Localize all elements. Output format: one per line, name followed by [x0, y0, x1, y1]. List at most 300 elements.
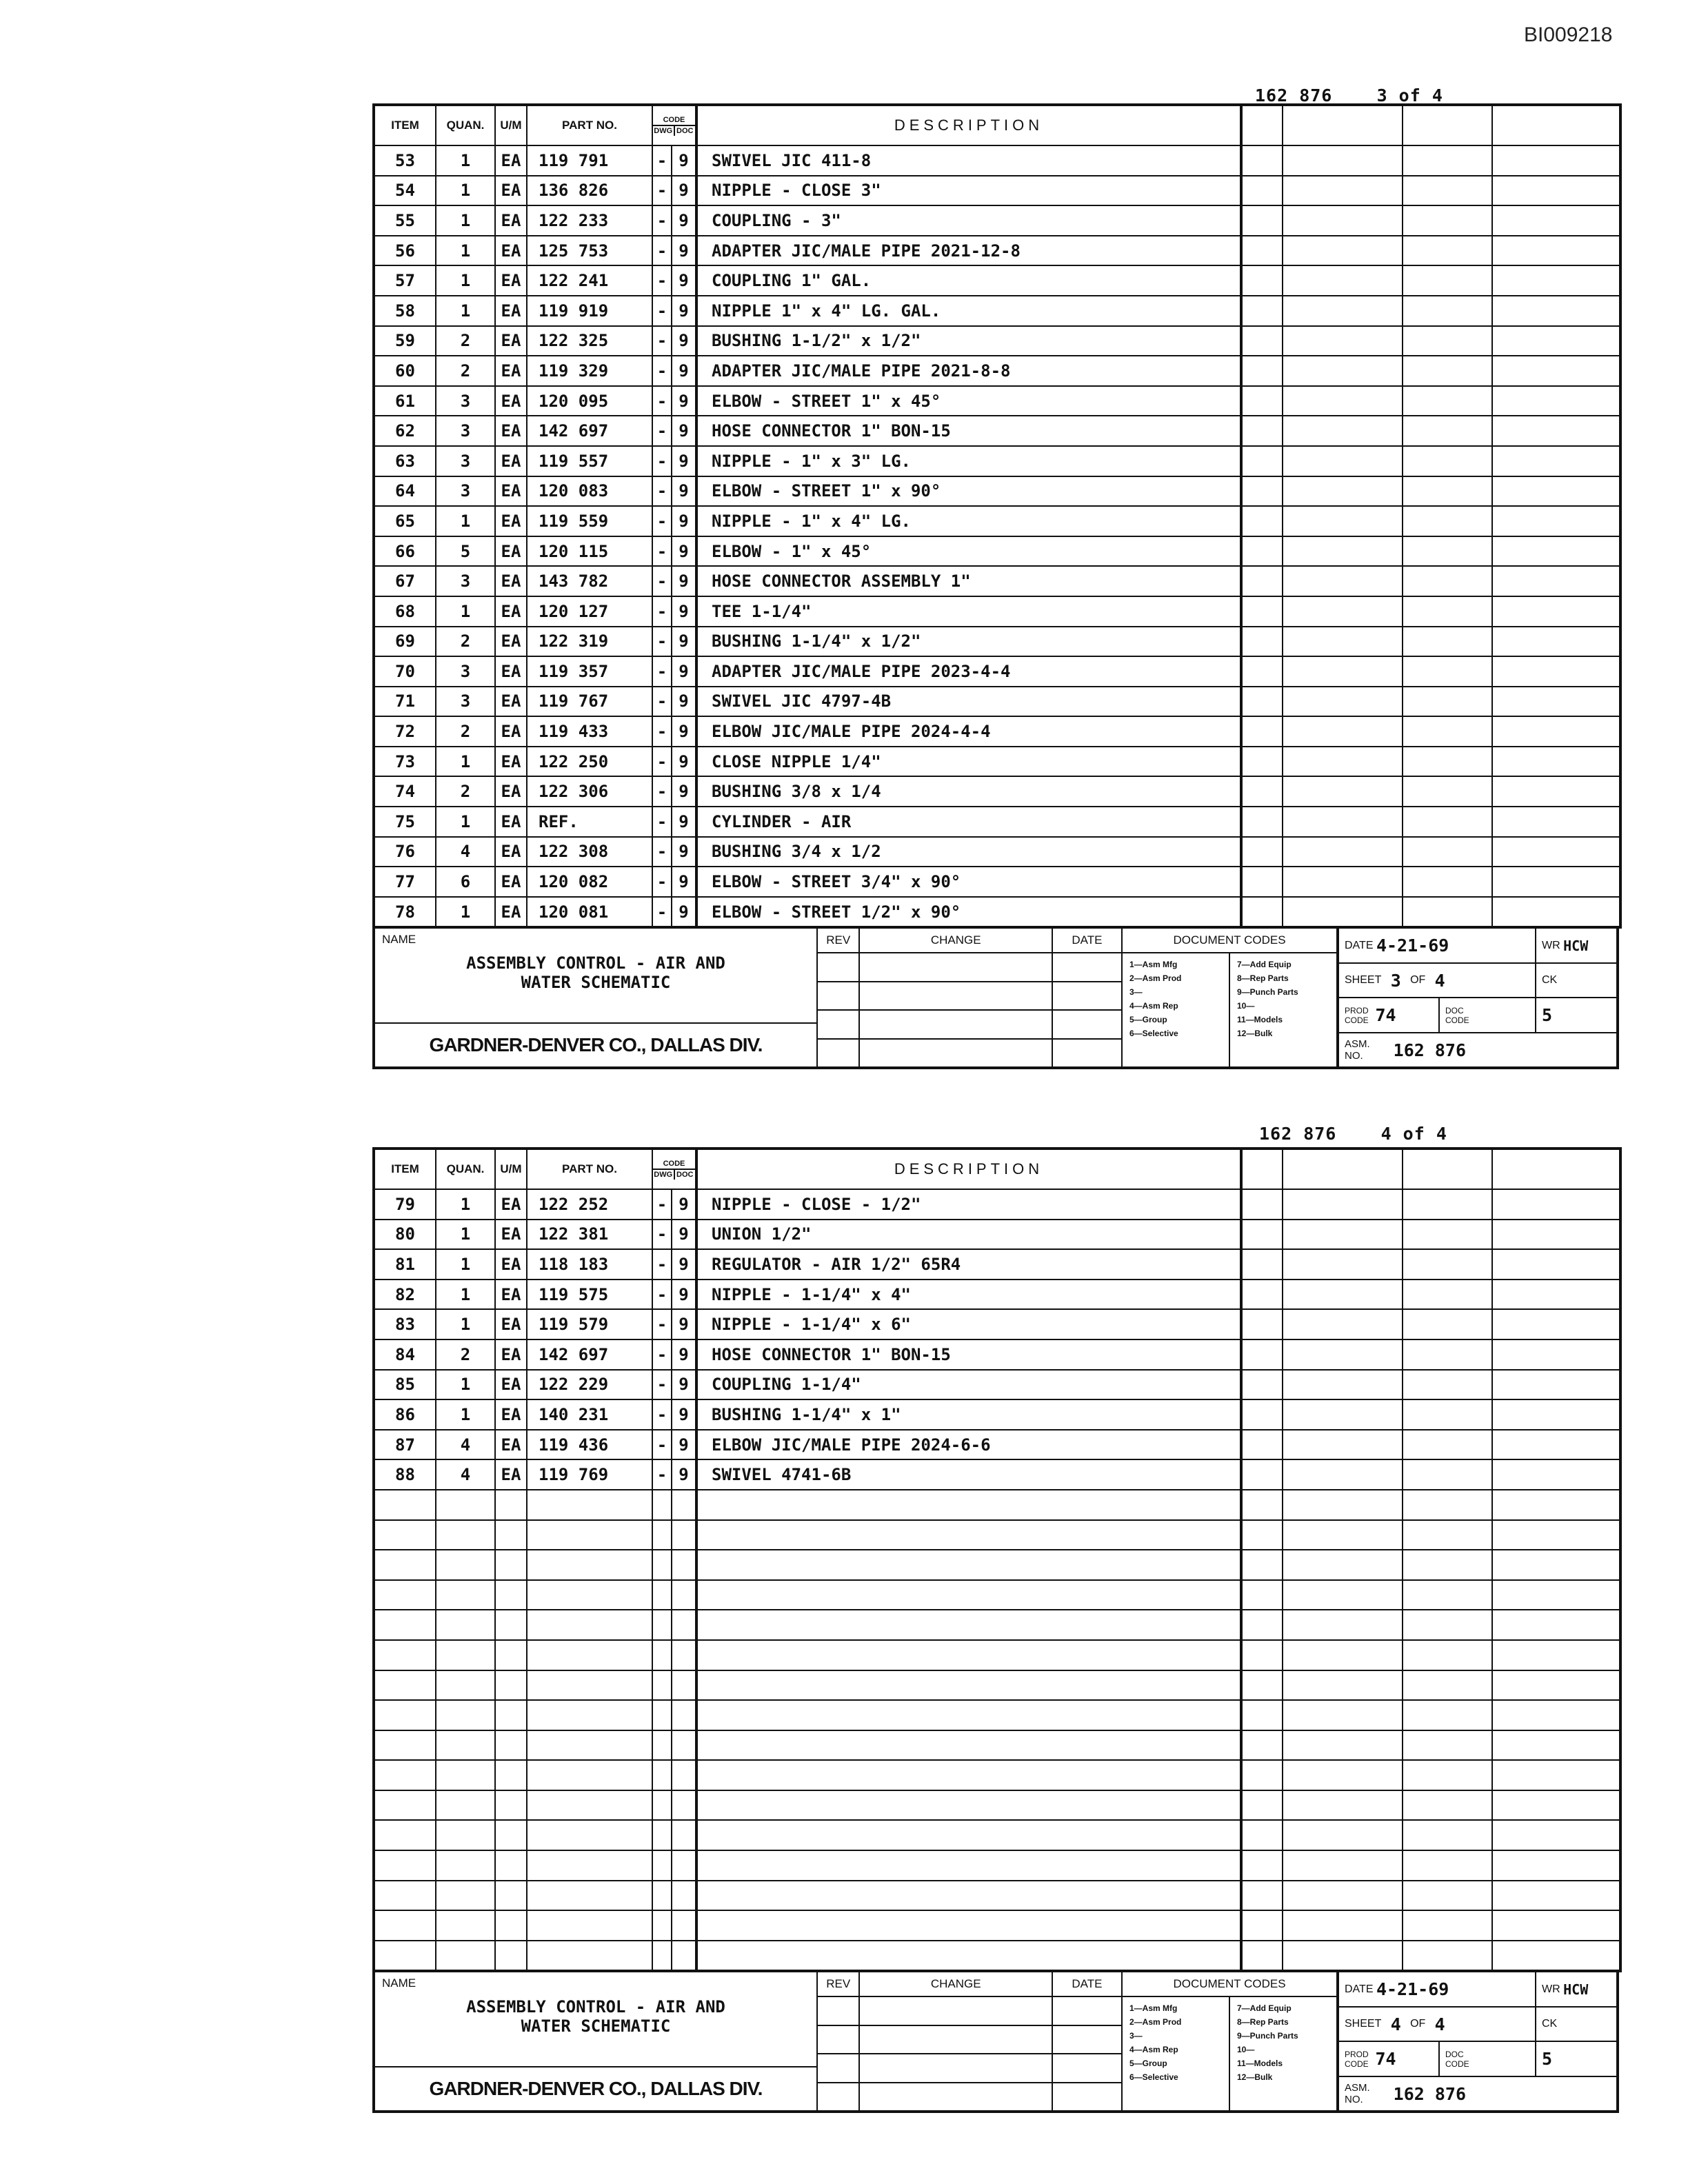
- description: COUPLING - 3": [696, 205, 1241, 236]
- description: NIPPLE - CLOSE - 1/2": [696, 1189, 1241, 1220]
- document-code: 4—Asm Rep: [1129, 2045, 1178, 2055]
- item-number: [374, 1760, 436, 1790]
- blank-cell: [1492, 476, 1620, 507]
- doc-code: [672, 1941, 696, 1972]
- quantity: [436, 1550, 495, 1580]
- quantity: 1: [436, 1370, 495, 1400]
- unit-of-measure: EA: [495, 1249, 527, 1280]
- part-number: 122 325: [527, 326, 652, 356]
- empty-row: [374, 1700, 1620, 1730]
- unit-of-measure: EA: [495, 356, 527, 386]
- blank-cell: [1241, 1189, 1283, 1220]
- dwg-code: [652, 1820, 672, 1850]
- part-number: [527, 1820, 652, 1850]
- table-row: [374, 476, 1620, 507]
- dwg-code: [652, 1941, 672, 1972]
- blank-cell: [1403, 536, 1492, 567]
- doc-code: 9: [672, 176, 696, 206]
- table-row: [374, 566, 1620, 596]
- dwg-code: -: [652, 506, 672, 536]
- blank-cell: [1492, 897, 1620, 928]
- unit-of-measure: EA: [495, 265, 527, 296]
- dwg-code: [652, 1760, 672, 1790]
- dwg-code: -: [652, 1370, 672, 1400]
- dwg-code: [652, 1550, 672, 1580]
- blank-cell: [1492, 1820, 1620, 1850]
- part-number: 119 357: [527, 656, 652, 687]
- table-row: [374, 326, 1620, 356]
- description: NIPPLE - CLOSE 3": [696, 176, 1241, 206]
- unit-of-measure: [495, 1881, 527, 1911]
- blank-cell: [1492, 446, 1620, 476]
- part-number: [527, 1580, 652, 1610]
- blank-cell: [1241, 1790, 1283, 1821]
- description: CYLINDER - AIR: [696, 807, 1241, 837]
- blank-cell: [1241, 1881, 1283, 1911]
- blank-cell: [1403, 656, 1492, 687]
- part-number: [527, 1910, 652, 1941]
- description: SWIVEL JIC 4797-4B: [696, 687, 1241, 717]
- item-number: 70: [374, 656, 436, 687]
- quantity: 2: [436, 776, 495, 807]
- doc-code: [672, 1881, 696, 1911]
- item-number: [374, 1700, 436, 1730]
- name-label: NAME: [382, 1976, 416, 1990]
- part-number: 122 250: [527, 747, 652, 777]
- quantity: 1: [436, 1280, 495, 1310]
- empty-row: [374, 1640, 1620, 1670]
- unit-of-measure: EA: [495, 236, 527, 266]
- blank-cell: [1241, 1640, 1283, 1670]
- table-row: [374, 205, 1620, 236]
- blank-cell: [1492, 1339, 1620, 1370]
- quantity: [436, 1610, 495, 1640]
- blank-cell: [1403, 296, 1492, 326]
- item-number: [374, 1640, 436, 1670]
- table-row: [374, 627, 1620, 657]
- unit-of-measure: [495, 1700, 527, 1730]
- blank-cell: [1283, 386, 1403, 416]
- dwg-code: -: [652, 536, 672, 567]
- table-row: [374, 837, 1620, 867]
- unit-of-measure: [495, 1820, 527, 1850]
- quantity: [436, 1580, 495, 1610]
- dwg-code: -: [652, 1459, 672, 1490]
- blank-cell: [1403, 1430, 1492, 1460]
- item-number: 60: [374, 356, 436, 386]
- sheet-info: DATE 4-21-69 WR HCW SHEET 3 OF 4 CK PROD CODE 74 DOC CODE 5 ASM. NO. 162 876: [1339, 929, 1616, 1066]
- unit-of-measure: EA: [495, 566, 527, 596]
- item-number: [374, 1790, 436, 1821]
- dwg-code: [652, 1490, 672, 1520]
- item-number: 58: [374, 296, 436, 326]
- unit-of-measure: [495, 1790, 527, 1821]
- blank-cell: [1241, 205, 1283, 236]
- doc-code: [672, 1490, 696, 1520]
- doc-code: 9: [672, 386, 696, 416]
- blank-cell: [1241, 1220, 1283, 1250]
- col-item: ITEM: [374, 105, 436, 145]
- unit-of-measure: EA: [495, 476, 527, 507]
- blank-cell: [1241, 416, 1283, 446]
- item-number: 74: [374, 776, 436, 807]
- blank-cell: [1403, 145, 1492, 176]
- table-row: [374, 747, 1620, 777]
- description: [696, 1881, 1241, 1911]
- part-number: 119 557: [527, 446, 652, 476]
- part-number: [527, 1730, 652, 1761]
- unit-of-measure: [495, 1520, 527, 1550]
- parts-sheet-3: [372, 103, 1619, 1069]
- dwg-code: -: [652, 1249, 672, 1280]
- blank-cell: [1403, 1730, 1492, 1761]
- blank-cell: [1403, 326, 1492, 356]
- blank-cell: [1283, 627, 1403, 657]
- table-row: [374, 296, 1620, 326]
- blank-cell: [1492, 1700, 1620, 1730]
- blank-cell: [1492, 1850, 1620, 1881]
- blank-cell: [1403, 1550, 1492, 1580]
- part-number: 119 329: [527, 356, 652, 386]
- col-description: DESCRIPTION: [696, 1149, 1241, 1189]
- table-row: [374, 356, 1620, 386]
- item-number: 64: [374, 476, 436, 507]
- dwg-code: -: [652, 776, 672, 807]
- doc-code: 9: [672, 1189, 696, 1220]
- blank-cell: [1403, 747, 1492, 777]
- blank-cell: [1241, 596, 1283, 627]
- unit-of-measure: [495, 1850, 527, 1881]
- table-row: [374, 446, 1620, 476]
- quantity: [436, 1520, 495, 1550]
- blank-cell: [1241, 1280, 1283, 1310]
- part-number: 122 308: [527, 837, 652, 867]
- item-number: [374, 1520, 436, 1550]
- blank-cell: [1283, 1910, 1403, 1941]
- table-row: [374, 386, 1620, 416]
- blank-cell: [1492, 1670, 1620, 1701]
- blank-cell: [1241, 1670, 1283, 1701]
- document-code: 8—Rep Parts: [1237, 2017, 1289, 2028]
- blank-cell: [1283, 1580, 1403, 1610]
- unit-of-measure: EA: [495, 1189, 527, 1220]
- blank-cell: [1283, 1790, 1403, 1821]
- dwg-code: -: [652, 296, 672, 326]
- blank-cell: [1403, 897, 1492, 928]
- item-number: [374, 1580, 436, 1610]
- unit-of-measure: EA: [495, 145, 527, 176]
- unit-of-measure: [495, 1670, 527, 1701]
- blank-cell: [1283, 1850, 1403, 1881]
- company-name: GARDNER-DENVER CO., DALLAS DIV.: [375, 1022, 816, 1066]
- blank-cell: [1283, 1700, 1403, 1730]
- unit-of-measure: [495, 1580, 527, 1610]
- blank-cell: [1283, 1941, 1403, 1972]
- col-description: DESCRIPTION: [696, 105, 1241, 145]
- quantity: [436, 1790, 495, 1821]
- table-row: [374, 536, 1620, 567]
- document-code: 3—: [1129, 2031, 1143, 2041]
- empty-row: [374, 1730, 1620, 1761]
- dwg-code: -: [652, 627, 672, 657]
- blank-cell: [1241, 1550, 1283, 1580]
- unit-of-measure: EA: [495, 716, 527, 747]
- blank-cell: [1403, 446, 1492, 476]
- dwg-code: [652, 1730, 672, 1761]
- quantity: 4: [436, 1430, 495, 1460]
- part-number: 119 767: [527, 687, 652, 717]
- doc-code: 9: [672, 265, 696, 296]
- quantity: [436, 1670, 495, 1701]
- blank-cell: [1283, 1490, 1403, 1520]
- description: [696, 1670, 1241, 1701]
- description: BUSHING 1-1/4" x 1/2": [696, 627, 1241, 657]
- blank-cell: [1241, 1520, 1283, 1550]
- quantity: 6: [436, 867, 495, 897]
- blank-cell: [1403, 1399, 1492, 1430]
- doc-code: [672, 1760, 696, 1790]
- dwg-code: -: [652, 1399, 672, 1430]
- blank-cell: [1241, 506, 1283, 536]
- document-code: 7—Add Equip: [1237, 960, 1292, 970]
- blank-cell: [1283, 1309, 1403, 1339]
- blank-cell: [1403, 1249, 1492, 1280]
- doc-code: 9: [672, 205, 696, 236]
- blank-cell: [1283, 1640, 1403, 1670]
- title-block: [372, 1972, 1619, 2113]
- blank-cell: [1403, 476, 1492, 507]
- blank-cell: [1492, 236, 1620, 266]
- blank-cell: [1492, 1941, 1620, 1972]
- table-row: [374, 176, 1620, 206]
- item-number: [374, 1730, 436, 1761]
- document-code: 11—Models: [1237, 2059, 1283, 2069]
- table-row: [374, 1249, 1620, 1280]
- part-number: [527, 1640, 652, 1670]
- blank-cell: [1403, 867, 1492, 897]
- quantity: 1: [436, 596, 495, 627]
- quantity: 1: [436, 1309, 495, 1339]
- quantity: 1: [436, 1399, 495, 1430]
- blank-cell: [1241, 1700, 1283, 1730]
- dwg-code: -: [652, 476, 672, 507]
- description: [696, 1850, 1241, 1881]
- document-id: BI009218: [1524, 23, 1613, 46]
- description: ELBOW - STREET 3/4" x 90°: [696, 867, 1241, 897]
- blank-cell: [1492, 1610, 1620, 1640]
- blank-cell: [1492, 837, 1620, 867]
- blank-cell: [1403, 1309, 1492, 1339]
- doc-code: 9: [672, 506, 696, 536]
- part-number: 140 231: [527, 1399, 652, 1430]
- blank-cell: [1241, 1309, 1283, 1339]
- item-number: 81: [374, 1249, 436, 1280]
- document-code: 6—Selective: [1129, 2072, 1178, 2083]
- blank-cell: [1283, 145, 1403, 176]
- blank-cell: [1492, 1399, 1620, 1430]
- empty-row: [374, 1550, 1620, 1580]
- blank-cell: [1403, 1610, 1492, 1640]
- dwg-code: [652, 1640, 672, 1670]
- blank-cell: [1241, 265, 1283, 296]
- revision-block: REV CHANGE DATE: [818, 929, 1123, 1066]
- assembly-title: ASSEMBLY CONTROL - AIR AND WATER SCHEMATIC: [466, 953, 725, 993]
- empty-row: [374, 1820, 1620, 1850]
- item-number: 53: [374, 145, 436, 176]
- doc-code: 9: [672, 536, 696, 567]
- item-number: 65: [374, 506, 436, 536]
- blank-cell: [1283, 265, 1403, 296]
- blank-cell: [1283, 1610, 1403, 1640]
- table-row: [374, 776, 1620, 807]
- item-number: 76: [374, 837, 436, 867]
- document-code: 1—Asm Mfg: [1129, 2003, 1178, 2014]
- part-number: 122 306: [527, 776, 652, 807]
- blank-cell: [1492, 1580, 1620, 1610]
- quantity: 1: [436, 296, 495, 326]
- quantity: 1: [436, 236, 495, 266]
- doc-code: 9: [672, 446, 696, 476]
- table-row: [374, 1220, 1620, 1250]
- dwg-code: -: [652, 687, 672, 717]
- blank-cell: [1492, 265, 1620, 296]
- blank-cell: [1492, 326, 1620, 356]
- item-number: [374, 1550, 436, 1580]
- doc-code: 9: [672, 1430, 696, 1460]
- quantity: 1: [436, 1220, 495, 1250]
- dwg-code: -: [652, 265, 672, 296]
- item-number: 55: [374, 205, 436, 236]
- description: ELBOW - STREET 1" x 45°: [696, 386, 1241, 416]
- doc-code: 9: [672, 1399, 696, 1430]
- blank-cell: [1492, 416, 1620, 446]
- dwg-code: -: [652, 716, 672, 747]
- blank-cell: [1403, 1220, 1492, 1250]
- dwg-code: -: [652, 145, 672, 176]
- quantity: [436, 1700, 495, 1730]
- unit-of-measure: EA: [495, 776, 527, 807]
- description: SWIVEL 4741-6B: [696, 1459, 1241, 1490]
- item-number: 82: [374, 1280, 436, 1310]
- header-row: [374, 1149, 1620, 1189]
- blank-cell: [1283, 326, 1403, 356]
- blank-cell: [1403, 596, 1492, 627]
- doc-code: [672, 1910, 696, 1941]
- description: BUSHING 1-1/4" x 1": [696, 1399, 1241, 1430]
- blank-cell: [1283, 1760, 1403, 1790]
- doc-code: 9: [672, 1370, 696, 1400]
- unit-of-measure: EA: [495, 596, 527, 627]
- blank-cell: [1241, 296, 1283, 326]
- description: COUPLING 1-1/4": [696, 1370, 1241, 1400]
- blank-cell: [1403, 265, 1492, 296]
- blank-cell: [1403, 506, 1492, 536]
- item-number: 84: [374, 1339, 436, 1370]
- blank-cell: [1241, 446, 1283, 476]
- blank-cell: [1241, 1249, 1283, 1280]
- document-code: 11—Models: [1237, 1015, 1283, 1025]
- blank-cell: [1283, 656, 1403, 687]
- dwg-code: -: [652, 205, 672, 236]
- empty-row: [374, 1760, 1620, 1790]
- unit-of-measure: EA: [495, 296, 527, 326]
- blank-cell: [1283, 536, 1403, 567]
- blank-cell: [1403, 1850, 1492, 1881]
- blank-cell: [1492, 1520, 1620, 1550]
- quantity: 5: [436, 536, 495, 567]
- document-code: 2—Asm Prod: [1129, 2017, 1182, 2028]
- doc-code: 9: [672, 1309, 696, 1339]
- table-row: [374, 145, 1620, 176]
- item-number: 57: [374, 265, 436, 296]
- blank-cell: [1403, 1820, 1492, 1850]
- item-number: 78: [374, 897, 436, 928]
- blank-cell: [1403, 687, 1492, 717]
- unit-of-measure: EA: [495, 837, 527, 867]
- quantity: 3: [436, 566, 495, 596]
- document-code: 10—: [1237, 1001, 1255, 1011]
- revision-block: REV CHANGE DATE: [818, 1972, 1123, 2110]
- empty-row: [374, 1670, 1620, 1701]
- blank-cell: [1492, 627, 1620, 657]
- part-number: [527, 1610, 652, 1640]
- doc-code: 9: [672, 867, 696, 897]
- description: TEE 1-1/4": [696, 596, 1241, 627]
- dwg-code: [652, 1610, 672, 1640]
- blank-cell: [1492, 1189, 1620, 1220]
- unit-of-measure: EA: [495, 897, 527, 928]
- blank-cell: [1492, 386, 1620, 416]
- description: ELBOW JIC/MALE PIPE 2024-6-6: [696, 1430, 1241, 1460]
- quantity: 3: [436, 386, 495, 416]
- item-number: 72: [374, 716, 436, 747]
- blank-cell: [1241, 1850, 1283, 1881]
- quantity: [436, 1760, 495, 1790]
- blank-cell: [1283, 1339, 1403, 1370]
- blank-cell: [1241, 1370, 1283, 1400]
- blank-cell: [1283, 1249, 1403, 1280]
- quantity: [436, 1490, 495, 1520]
- blank-cell: [1283, 1430, 1403, 1460]
- dwg-code: -: [652, 236, 672, 266]
- blank-cell: [1403, 566, 1492, 596]
- quantity: 2: [436, 326, 495, 356]
- unit-of-measure: EA: [495, 205, 527, 236]
- blank-cell: [1403, 716, 1492, 747]
- doc-code: [672, 1610, 696, 1640]
- unit-of-measure: [495, 1941, 527, 1972]
- item-number: [374, 1610, 436, 1640]
- item-number: 85: [374, 1370, 436, 1400]
- blank-cell: [1241, 716, 1283, 747]
- unit-of-measure: EA: [495, 687, 527, 717]
- description: ELBOW JIC/MALE PIPE 2024-4-4: [696, 716, 1241, 747]
- part-number: 125 753: [527, 236, 652, 266]
- blank-cell: [1403, 1280, 1492, 1310]
- unit-of-measure: [495, 1730, 527, 1761]
- dwg-code: -: [652, 386, 672, 416]
- description: BUSHING 3/8 x 1/4: [696, 776, 1241, 807]
- blank-cell: [1403, 386, 1492, 416]
- item-number: 63: [374, 446, 436, 476]
- blank-cell: [1403, 1881, 1492, 1911]
- document-code: 4—Asm Rep: [1129, 1001, 1178, 1011]
- part-number: 122 229: [527, 1370, 652, 1400]
- doc-code: 9: [672, 356, 696, 386]
- doc-code: 9: [672, 776, 696, 807]
- blank-cell: [1492, 867, 1620, 897]
- part-number: 119 575: [527, 1280, 652, 1310]
